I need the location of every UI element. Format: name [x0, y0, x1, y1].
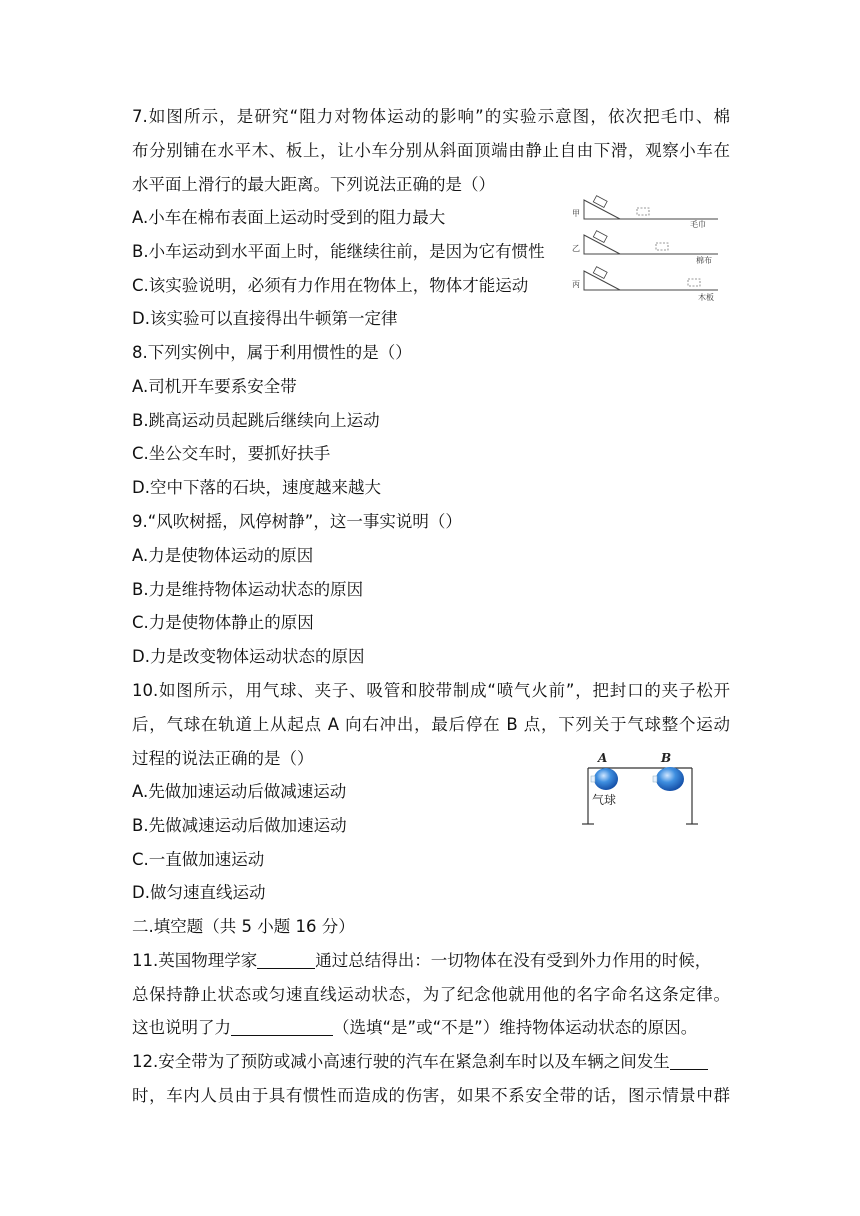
q10-option-b: B.先做减速运动后做加速运动 — [132, 816, 347, 835]
q9-option-a: A.力是使物体运动的原因 — [132, 546, 314, 565]
q12-line1-text: 12.安全带为了预防或减小高速行驶的汽车在紧急刹车时以及车辆之间发生 — [132, 1052, 670, 1071]
q8-option-b: B.跳高运动员起跳后继续向上运动 — [132, 411, 380, 430]
incline-row-1 — [572, 196, 718, 229]
q12-blank-1[interactable] — [670, 1053, 708, 1070]
q10-option-d: D.做匀速直线运动 — [132, 883, 266, 902]
q10-balloon-figure — [582, 748, 702, 828]
q9-option-b: B.力是维持物体运动状态的原因 — [132, 580, 364, 599]
q11-line1 — [132, 950, 730, 972]
balloon-label: 气球 — [592, 793, 617, 807]
q11-line1-pre: 11.英国物理学家 — [132, 951, 258, 970]
q11-blank-1[interactable] — [257, 952, 315, 969]
q9-option-d: D.力是改变物体运动状态的原因 — [132, 647, 365, 666]
q11-line3-post: （选填“是”或“不是”）维持物体运动状态的原因。 — [333, 1018, 698, 1037]
q8-option-d: D.空中下落的石块，速度越来越大 — [132, 478, 381, 497]
surface-label: 棉布 — [696, 256, 712, 265]
q7-stem-line2: 布分别铺在水平木、板上，让小车分别从斜面顶端由静止自由下滑，观察小车在 — [132, 141, 730, 160]
q10-stem-line3: 过程的说法正确的是（） — [132, 749, 314, 768]
q10-option-a: A.先做加速运动后做减速运动 — [132, 782, 347, 801]
q11-blank-2[interactable] — [231, 1019, 333, 1036]
point-b-label: B — [661, 751, 672, 765]
row-label: 乙 — [572, 244, 580, 253]
q7-option-a: A.小车在棉布表面上运动时受到的阻力最大 — [132, 208, 446, 227]
q10-stem-line2: 后，气球在轨道上从起点 A 向右冲出，最后停在 B 点，下列关于气球整个运动 — [132, 715, 730, 734]
point-a-label: A — [598, 751, 608, 765]
incline-row-2 — [572, 231, 718, 265]
q10-stem-line1: 10.如图所示，用气球、夹子、吸管和胶带制成“喷气火前”，把封口的夹子松开 — [132, 681, 730, 700]
section-heading-fill-in: 二.填空题（共 5 小题 16 分） — [132, 917, 355, 936]
q12-line1 — [132, 1051, 730, 1073]
surface-label: 毛巾 — [690, 220, 706, 229]
q7-option-c: C.该实验说明，必须有力作用在物体上，物体才能运动 — [132, 276, 529, 295]
q7-incline-figure — [570, 192, 720, 304]
q8-stem: 8.下列实例中，属于利用惯性的是（） — [132, 343, 412, 362]
q9-option-c: C.力是使物体静止的原因 — [132, 613, 314, 632]
row-label: 甲 — [572, 209, 580, 218]
q10-option-c: C.一直做加速运动 — [132, 850, 265, 869]
q7-option-b: B.小车运动到水平面上时，能继续往前，是因为它有惯性 — [132, 242, 545, 261]
balloon-at-a — [594, 768, 618, 790]
q11-line2: 总保持静止状态或匀速直线运动状态，为了纪念他就用他的名字命名这条定律。 — [132, 985, 730, 1004]
q12-line2: 时，车内人员由于具有惯性而造成的伤害，如果不系安全带的话，图示情景中群 — [132, 1086, 730, 1105]
incline-row-3 — [572, 267, 718, 302]
q8-option-a: A.司机开车要系安全带 — [132, 377, 297, 396]
q11-line1-post: 通过总结得出：一切物体在没有受到外力作用的时候， — [315, 951, 712, 970]
row-label: 丙 — [572, 280, 580, 289]
q11-line3-pre: 这也说明了力 — [132, 1018, 231, 1037]
q7-stem-line3: 水平面上滑行的最大距离。下列说法正确的是（） — [132, 175, 495, 194]
q9-stem: 9.“风吹树摇，风停树静”，这一事实说明（） — [132, 512, 462, 531]
q8-option-c: C.坐公交车时，要抓好扶手 — [132, 444, 331, 463]
q11-line3 — [132, 1017, 730, 1039]
q7-stem-line1: 7.如图所示，是研究“阻力对物体运动的影响”的实验示意图，依次把毛巾、棉 — [132, 107, 730, 126]
balloon-at-b — [656, 767, 684, 791]
surface-label: 木板 — [698, 293, 714, 302]
q7-option-d: D.该实验可以直接得出牛顿第一定律 — [132, 309, 398, 328]
